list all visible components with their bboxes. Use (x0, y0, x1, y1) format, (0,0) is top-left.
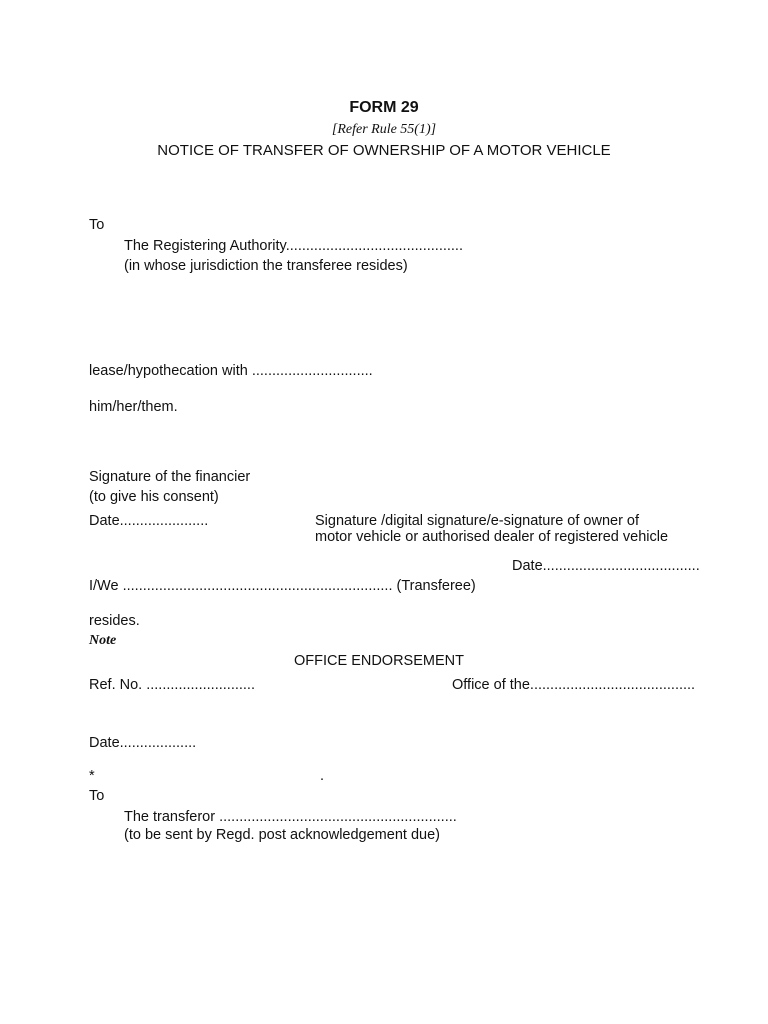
lease-hypothecation-line: lease/hypothecation with .............................. (89, 363, 373, 379)
to-label: To (89, 217, 105, 233)
regd-post-note: (to be sent by Regd. post acknowledgement due) (124, 827, 440, 843)
dot-mark: . (320, 768, 325, 784)
form-subject: NOTICE OF TRANSFER OF OWNERSHIP OF A MOTOR VEHICLE (157, 142, 611, 159)
ref-no-line: Ref. No. ........................... (89, 677, 255, 693)
office-endorsement-heading: OFFICE ENDORSEMENT (294, 653, 464, 669)
note-label: Note (89, 633, 117, 648)
endorsement-date: Date................... (89, 735, 197, 751)
owner-signature-line-2: motor vehicle or authorised dealer of registered vehicle (315, 529, 669, 545)
office-of-line: Office of the......................................... (452, 677, 696, 693)
jurisdiction-note: (in whose jurisdiction the transferee resides) (124, 258, 408, 274)
to-transferor-label: To (89, 788, 105, 804)
asterisk-mark: * (89, 768, 95, 784)
transferor-line: The transferor ........................................................... (124, 809, 457, 825)
transferee-line: I/We ................................................................... (Transferee) (89, 578, 476, 594)
resides-text: resides. (89, 613, 140, 629)
financier-date: Date...................... (89, 513, 209, 529)
form-title: FORM 29 (349, 99, 419, 116)
owner-signature-line-1: Signature /digital signature/e-signature of owner of (315, 513, 640, 529)
owner-date: Date....................................... (512, 558, 700, 574)
rule-reference: [Refer Rule 55(1)] (331, 122, 437, 137)
registering-authority-line: The Registering Authority............................................ (124, 238, 463, 254)
financier-consent-note: (to give his consent) (89, 489, 219, 505)
him-her-them-line: him/her/them. (89, 399, 178, 415)
financier-signature-label: Signature of the financier (89, 469, 251, 485)
